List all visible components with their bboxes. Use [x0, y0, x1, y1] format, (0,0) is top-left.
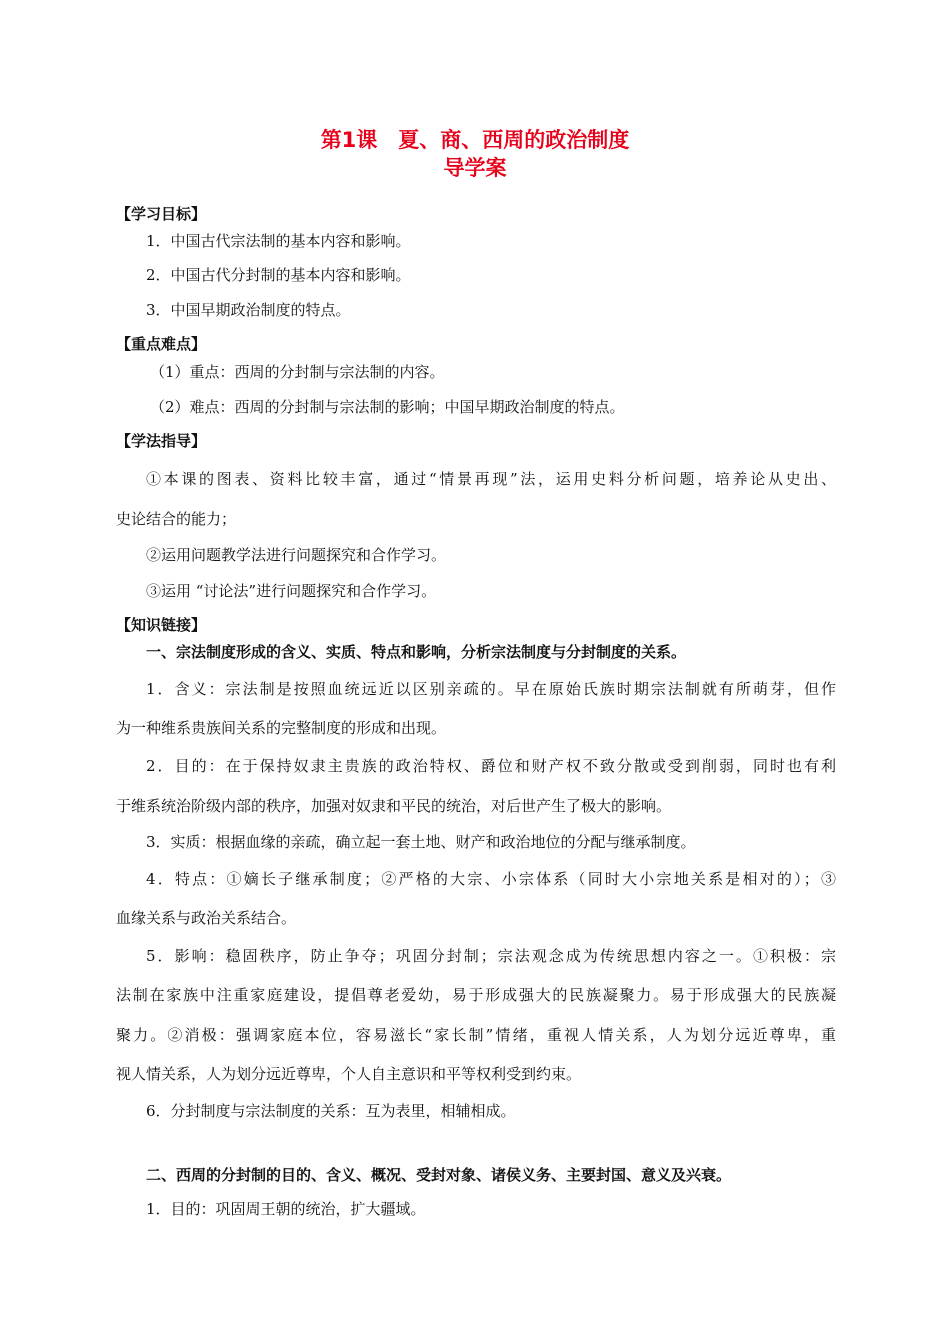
knowledge-p6: 6．分封制度与宗法制度的关系：互为表里，相辅相成。	[146, 1102, 516, 1120]
knowledge-p1-line-2: 为一种维系贵族间关系的完整制度的形成和出现。	[116, 719, 447, 737]
objective-item-1: 1．中国古代宗法制的基本内容和影响。	[146, 232, 411, 250]
knowledge-p5-line-2: 法制在家族中注重家庭建设，提倡尊老爱幼，易于形成强大的民族凝聚力。易于形成强大的民族凝	[116, 986, 836, 1004]
knowledge-part-2-title: 二、西周的分封制的目的、含义、概况、受封对象、诸侯义务、主要封国、意义及兴衰。	[146, 1166, 732, 1184]
lesson-subtitle: 导学案	[443, 156, 507, 180]
method-item-2: ②运用问题教学法进行问题探究和合作学习。	[146, 546, 447, 564]
knowledge-p5-line-3: 聚力。②消极：强调家庭本位，容易滋长“家长制”情绪，重视人情关系，人为划分远近尊卑，重	[116, 1026, 836, 1044]
knowledge-heading: 【知识链接】	[116, 616, 207, 634]
method-item-3: ③运用 “讨论法”进行问题探究和合作学习。	[146, 582, 437, 600]
objective-item-2: 2．中国古代分封制的基本内容和影响。	[146, 266, 411, 284]
key-point-item-1: （1）重点：西周的分封制与宗法制的内容。	[150, 363, 445, 381]
knowledge-p5-line-1: 5．影响：稳固秩序，防止争夺；巩固分封制；宗法观念成为传统思想内容之一。①积极：宗	[146, 947, 836, 965]
objectives-heading: 【学习目标】	[116, 205, 207, 223]
knowledge-part-1-title: 一、宗法制度形成的含义、实质、特点和影响，分析宗法制度与分封制度的关系。	[146, 643, 687, 661]
knowledge-p2-line-2: 于维系统治阶级内部的秩序，加强对奴隶和平民的统治，对后世产生了极大的影响。	[116, 797, 672, 815]
key-points-heading: 【重点难点】	[116, 335, 207, 353]
lesson-title: 第1课 夏、商、西周的政治制度	[320, 128, 630, 152]
knowledge-p5-line-4: 视人情关系，人为划分远近尊卑，个人自主意识和平等权利受到约束。	[116, 1065, 582, 1083]
knowledge-p3: 3．实质：根据血缘的亲疏，确立起一套土地、财产和政治地位的分配与继承制度。	[146, 833, 696, 851]
knowledge-p1-line-1: 1．含义：宗法制是按照血统远近以区别亲疏的。早在原始氏族时期宗法制就有所萌芽，但作	[146, 680, 836, 698]
method-item-1-line-1: ①本课的图表、资料比较丰富，通过“情景再现”法，运用史料分析问题，培养论从史出、	[146, 470, 836, 488]
knowledge-p4-line-1: 4．特点：①嫡长子继承制度；②严格的大宗、小宗体系（同时大小宗地关系是相对的）；③	[146, 870, 836, 888]
method-item-1-line-2: 史论结合的能力；	[116, 510, 237, 528]
knowledge-p2-line-1: 2．目的：在于保持奴隶主贵族的政治特权、爵位和财产权不致分散或受到削弱，同时也有利	[146, 757, 836, 775]
knowledge-q1: 1．目的：巩固周王朝的统治，扩大疆域。	[146, 1200, 426, 1218]
method-heading: 【学法指导】	[116, 432, 207, 450]
key-point-item-2: （2）难点：西周的分封制与宗法制的影响；中国早期政治制度的特点。	[150, 398, 625, 416]
knowledge-p4-line-2: 血缘关系与政治关系结合。	[116, 909, 297, 927]
objective-item-3: 3．中国早期政治制度的特点。	[146, 301, 351, 319]
